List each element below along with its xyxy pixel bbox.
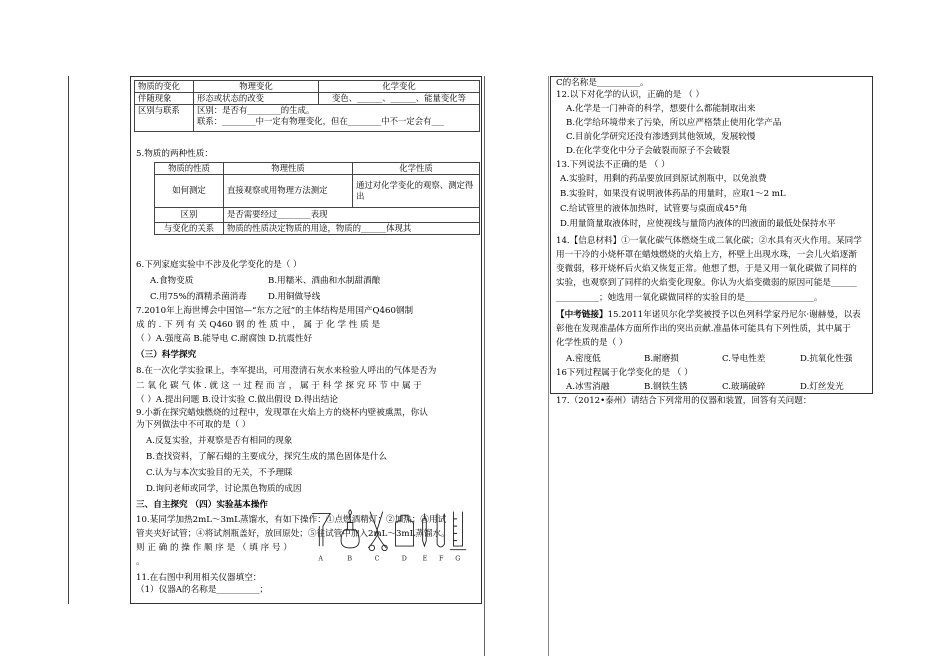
apparatus-label-a: A xyxy=(318,555,323,563)
table2-row1-chemical: 通过对化学变化的观察、测定得出 xyxy=(353,174,480,207)
question-10-line2: 管夹夹好试管；④将试剂瓶盖好，放回原处；⑤往试管中加入2mL～3mL蒸馏水。 xyxy=(136,529,450,539)
question-10-line3: 则 正 确 的 操 作 顺 序 是 （ 填 序 号 ） xyxy=(136,543,292,553)
right-c-name: C的名称是__________。 xyxy=(556,78,649,88)
question-13: 13.下列说法不正确的是 （ ） xyxy=(556,160,670,170)
q6-option-c: C.用75%的酒精杀菌消毒 xyxy=(150,292,247,302)
question-5: 5.物质的两种性质： xyxy=(136,149,213,159)
table1-header-2: 物理变化 xyxy=(194,81,319,93)
q13-option-a: A.实验时，用剩的药品要放回到原试剂瓶中，以免浪费 xyxy=(560,174,767,184)
question-11-line2: （1）仪器A的名称是__________； xyxy=(136,585,268,595)
tongs-icon xyxy=(368,512,386,548)
funnel-icon xyxy=(312,513,330,546)
q13-option-c: C.给试管里的液体加热时，试管要与桌面成45°角 xyxy=(560,204,748,214)
q13-option-d: D.用量筒量取液体时，应使视线与量筒内液体的凹液面的最低处保持水平 xyxy=(560,219,836,229)
table2-row3-label: 与变化的关系 xyxy=(155,222,224,234)
apparatus-label-d: D xyxy=(401,555,407,563)
table1-difference: 区别：是否有________的生成。 xyxy=(197,104,315,115)
graduated-cylinder-icon xyxy=(450,512,466,550)
table2-row1-label: 如何测定 xyxy=(155,174,224,207)
table1-row1-physical: 形态或状态的改变 xyxy=(194,92,319,104)
property-table xyxy=(154,162,480,235)
q15-option-c: C.导电性差 xyxy=(722,354,766,364)
reagent-bottle-icon xyxy=(395,515,413,546)
question-14-line5: __________；她选用一氧化碳做同样的实验目的是________________。 xyxy=(556,293,823,303)
apparatus-label-f: F xyxy=(438,555,444,563)
question-9-line1: 9.小新在探究蜡烛燃烧的过程中，发现罩在火焰上方的烧杯内壁被熏黑，你认 xyxy=(136,408,428,418)
q6-option-d: D.用铜做导线 xyxy=(268,292,321,302)
q15-option-b: B.耐磨损 xyxy=(644,354,679,364)
q16-option-a: A.冰雪消融 xyxy=(566,382,610,392)
alcohol-lamp-icon xyxy=(341,530,359,548)
question-15-line3: 化学性质的是（ ） xyxy=(556,338,628,348)
table1-relation: 联系：________中一定有物理变化，但在________中不一定会有___ xyxy=(197,115,445,126)
dropper-icon xyxy=(423,513,427,546)
question-15-line1 xyxy=(556,310,861,322)
column-divider xyxy=(484,76,485,656)
question-7-line2: 成 的 . 下 列 有 关 Q460 钢 的 性 质 中 ， 属 于 化 学 性 质 是 xyxy=(136,320,381,330)
question-14-line2: 用一干冷的小烧杯罩在蜡烛燃烧的火焰上方，杯壁上出现水珠，一会儿火焰逐渐 xyxy=(556,250,857,260)
apparatus-label-c: C xyxy=(374,555,380,563)
question-16: 16下列过程属于化学变化的是 （ ） xyxy=(556,368,693,378)
q15-option-d: D.抗氧化性强 xyxy=(800,354,853,364)
table2-header-2: 物理性质 xyxy=(224,163,353,175)
table1-row1-label: 伴随现象 xyxy=(135,92,194,104)
question-8-line3: （ ）A.提出问题 B.设计实验 C.做出假设 D.得出结论 xyxy=(136,395,338,405)
q16-option-d: D.灯丝发光 xyxy=(800,382,844,392)
table2-row3-content: 物质的性质决定物质的用途，物质的______体现其 xyxy=(224,222,480,234)
apparatus-label-b: B xyxy=(347,555,353,563)
q9-option-c: C.认为与本次实验目的无关，不予理睬 xyxy=(146,468,293,478)
q9-option-b: B.查找资料，了解石蜡的主要成分，探究生成的黑色固体是什么 xyxy=(146,452,388,462)
apparatus-svg xyxy=(300,508,480,566)
question-6: 6.下列家庭实验中不涉及化学变化的是（ ） xyxy=(136,260,302,270)
question-12: 12.以下对化学的认识，正确的是 （ ） xyxy=(556,90,705,100)
q12-option-b: B.化学给环境带来了污染，所以应严格禁止使用化学产品 xyxy=(566,118,782,128)
question-8-line1: 8.在一次化学实验课上，李军提出，可用澄清石灰水来检验人呼出的气体是否为 xyxy=(136,366,437,376)
q12-option-d: D.在化学变化中分子会破裂而原子不会破裂 xyxy=(566,146,731,156)
q16-option-b: B.钢铁生锈 xyxy=(644,382,688,392)
column-divider-right xyxy=(548,76,549,656)
section-science-inquiry: （三）科学探究 xyxy=(136,350,197,360)
question-17: 17.（2012•泰州）请结合下列常用的仪器和装置，回答有关问题： xyxy=(556,396,812,406)
question-14-line4: 实验，也观察到了同样的火焰变化现象。你认为火焰变微弱的原因可能是______ xyxy=(556,278,857,288)
question-14-line3: 变微弱，移开烧杯后火焰又恢复正常。他想了想，于是又用一氧化碳做了同样的 xyxy=(556,264,857,274)
table1-row2-label: 区别与联系 xyxy=(135,104,194,131)
q9-option-a: A.反复实验，并观察是否有相同的现象 xyxy=(146,436,293,446)
question-7-line3: （ ）A.强度高 B.能导电 C.耐腐蚀 D.抗震性好 xyxy=(136,334,313,344)
q6-option-a: A.食物变质 xyxy=(150,276,194,286)
test-tube-icon xyxy=(437,513,444,547)
table1-header-1: 物质的变化 xyxy=(135,81,194,93)
exam-link-tag: 【中考链接】 xyxy=(556,310,608,320)
table1-header-3: 化学变化 xyxy=(319,81,480,93)
q16-option-c: C.玻璃破碎 xyxy=(722,382,766,392)
change-table xyxy=(134,80,480,132)
question-9-line2: 为下列做法中不可取的是（ ） xyxy=(136,420,251,430)
q15-option-a: A.密度低 xyxy=(566,354,601,364)
question-10-line1: 10.某同学加热2mL～3mL蒸馏水，有如下操作：①点燃酒精灯；②加热；③用试 xyxy=(136,515,447,525)
table2-row1-physical: 直接观察或用物理方法测定 xyxy=(224,174,353,207)
question-7-line1: 7.2010年上海世博会中国馆—“东方之冠”的主体结构是用国产Q460钢制 xyxy=(136,306,414,316)
apparatus-label-e: E xyxy=(422,555,428,563)
table1-row1-chemical: 变色、______、______、能量变化等 xyxy=(319,92,480,104)
question-10-line4: 。 xyxy=(136,557,145,567)
q13-option-b: B.实验时，如果没有说明液体药品的用量时，应取1～2 mL xyxy=(560,189,786,199)
question-11-line1: 11.在右图中利用相关仪器填空： xyxy=(136,573,262,583)
table2-row2-content: 是否需要经过________表现 xyxy=(224,207,480,222)
section-self-inquiry: 三、自主探究 （四）实验基本操作 xyxy=(136,500,268,510)
q9-option-d: D.询问老师或同学，讨论黑色物质的成因 xyxy=(146,484,302,494)
question-14-line1: 14.【信息材料】①一氧化碳气体燃烧生成二氧化碳；②水具有灭火作用。某同学 xyxy=(556,236,862,246)
question-8-line2: 二 氧 化 碳 气 体 . 就 这 一 过 程 而 言 ， 属 于 科 学 探 究 环 节 中 属 于 xyxy=(136,381,422,391)
q12-option-a: A.化学是一门神奇的科学，想要什么都能制取出来 xyxy=(566,104,756,114)
apparatus-label-g: G xyxy=(455,555,461,563)
q6-option-b: B.用糯米、酒曲和水制甜酒酿 xyxy=(268,276,381,286)
table2-row2-label: 区别 xyxy=(155,207,224,222)
q12-option-c: C.目前化学研究还没有渗透到其他领域，发展较慢 xyxy=(566,132,756,142)
question-15-line1-text: 15.2011年诺贝尔化学奖被授予以色列科学家丹尼尔·谢赫曼，以表 xyxy=(607,310,861,320)
question-15-line2: 彰他在发现准晶体方面所作出的突出贡献.准晶体可能具有下列性质，其中属于 xyxy=(556,324,851,334)
table1-row2-content xyxy=(194,104,480,131)
table2-header-3: 化学性质 xyxy=(353,163,480,175)
table2-header-1: 物质的性质 xyxy=(155,163,224,175)
apparatus-figure xyxy=(300,508,480,566)
